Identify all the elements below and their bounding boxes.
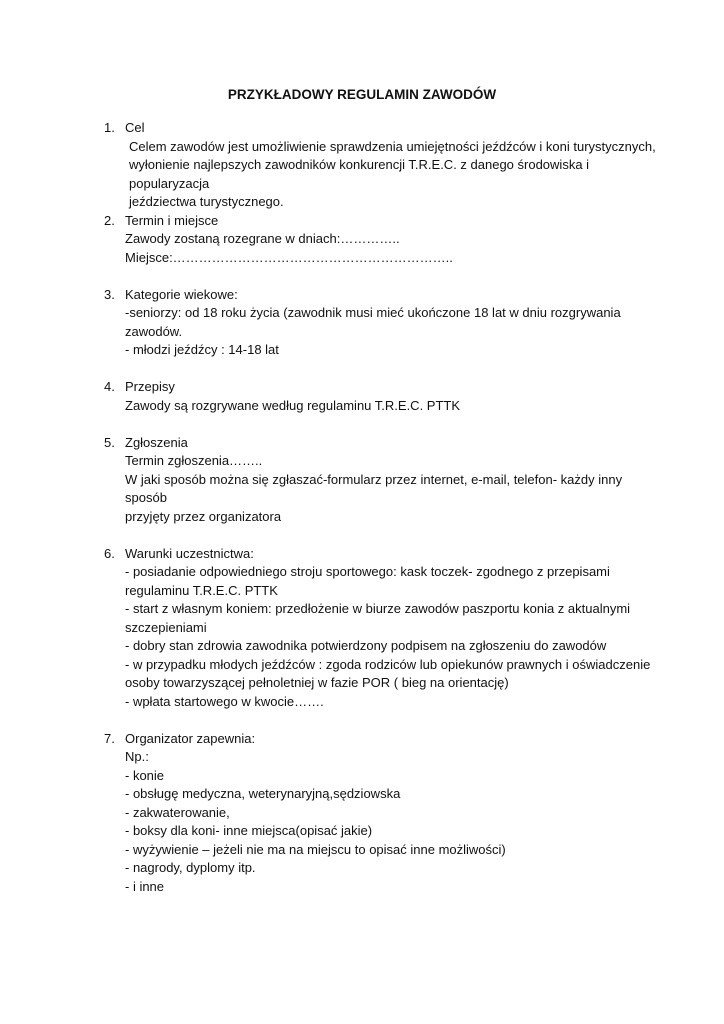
section-line: Np.: [125,749,149,764]
section-heading: Termin i miejsce [125,212,219,228]
section-kategorie [104,286,664,360]
document-title: PRZYKŁADOWY REGULAMIN ZAWODÓW [227,87,497,102]
section-line: - posiadanie odpowiedniego stroju sportowego: kask toczek- zgodnego z przepisami [125,564,610,579]
section-line: - wpłata startowego w kwocie……. [125,693,324,709]
section-line: - konie [125,767,165,783]
section-heading: Organizator zapewnia: [125,730,256,746]
section-termin [104,212,664,268]
section-line: - nagrody, dyplomy itp. [125,860,256,875]
section-line: - boksy dla koni- inne miejsca(opisać jakie) [125,823,373,838]
section-heading: Warunki uczestnictwa: [125,545,254,561]
section-line: zawodów. [125,323,183,339]
section-line: - obsługę medyczna, weterynaryjną,sędziowska [125,786,401,801]
section-line: - młodzi jeźdźcy : 14-18 lat [125,342,279,357]
section-zgloszenia [104,434,664,527]
section-number: 2. [104,212,115,228]
section-body [125,434,664,527]
section-line: wyłonienie najlepszych zawodników konkurencji T.R.E.C. z danego środowiska i popularyzacja [129,157,593,191]
section-number: 7. [104,730,115,746]
section-line: osoby towarzyszącej pełnoletniej w fazie POR ( bieg na orientację) [125,675,509,690]
section-line: - w przypadku młodych jeźdźców : zgoda rodziców lub opiekunów prawnych i oświadczenie [125,656,651,672]
section-heading: Zgłoszenia [125,434,188,450]
section-line: Zawody są rozgrywane według regulaminu T.R.E.C. PTTK [125,397,461,413]
section-body [125,212,664,268]
section-line: przyjęty przez organizatora [125,508,282,524]
section-line: szczepieniami [125,619,207,635]
section-number: 5. [104,434,115,450]
section-line: Zawody zostaną rozegrane w dniach:………….. [125,231,400,246]
section-body [125,730,664,897]
section-body [125,119,664,212]
section-number: 4. [104,379,115,394]
section-przepisy [104,378,664,415]
section-heading: Przepisy [125,379,175,394]
section-number: 3. [104,286,115,302]
section-line: Miejsce:……………………………………………………….. [125,249,453,265]
section-heading: Kategorie wiekowe: [125,286,238,302]
section-line: -seniorzy: od 18 roku życia (zawodnik musi mieć ukończone 18 lat w dniu rozgrywania [125,305,621,320]
section-number: 6. [104,545,115,561]
section-line: regulaminu T.R.E.C. PTTK [125,582,278,598]
section-line: jeździectwa turystycznego. [129,194,284,209]
section-line: - start z własnym koniem: przedłożenie w biurze zawodów paszportu konia z aktualnymi [125,601,631,616]
section-line: W jaki sposób można się zgłaszać-formularz przez internet, e-mail, telefon- każdy inny sposób [125,471,626,505]
section-number: 1. [104,120,115,135]
section-organizator [104,730,664,897]
section-body [125,286,664,360]
sections-list [104,119,664,915]
section-warunki [104,545,664,712]
section-body [125,378,664,415]
section-line: - dobry stan zdrowia zawodnika potwierdzony podpisem na zgłoszeniu do zawodów [125,638,607,653]
section-line: - zakwaterowanie, [125,804,230,820]
section-line: - wyżywienie – jeżeli nie ma na miejscu to opisać inne możliwości) [125,841,506,857]
section-body [125,545,664,712]
section-line: - i inne [125,878,165,894]
section-cel [104,119,664,212]
section-line: Celem zawodów jest umożliwienie sprawdzenia umiejętności jeźdźców i koni turystycznych, [129,138,656,154]
section-heading: Cel [125,120,145,135]
section-line: Termin zgłoszenia…….. [125,453,263,468]
